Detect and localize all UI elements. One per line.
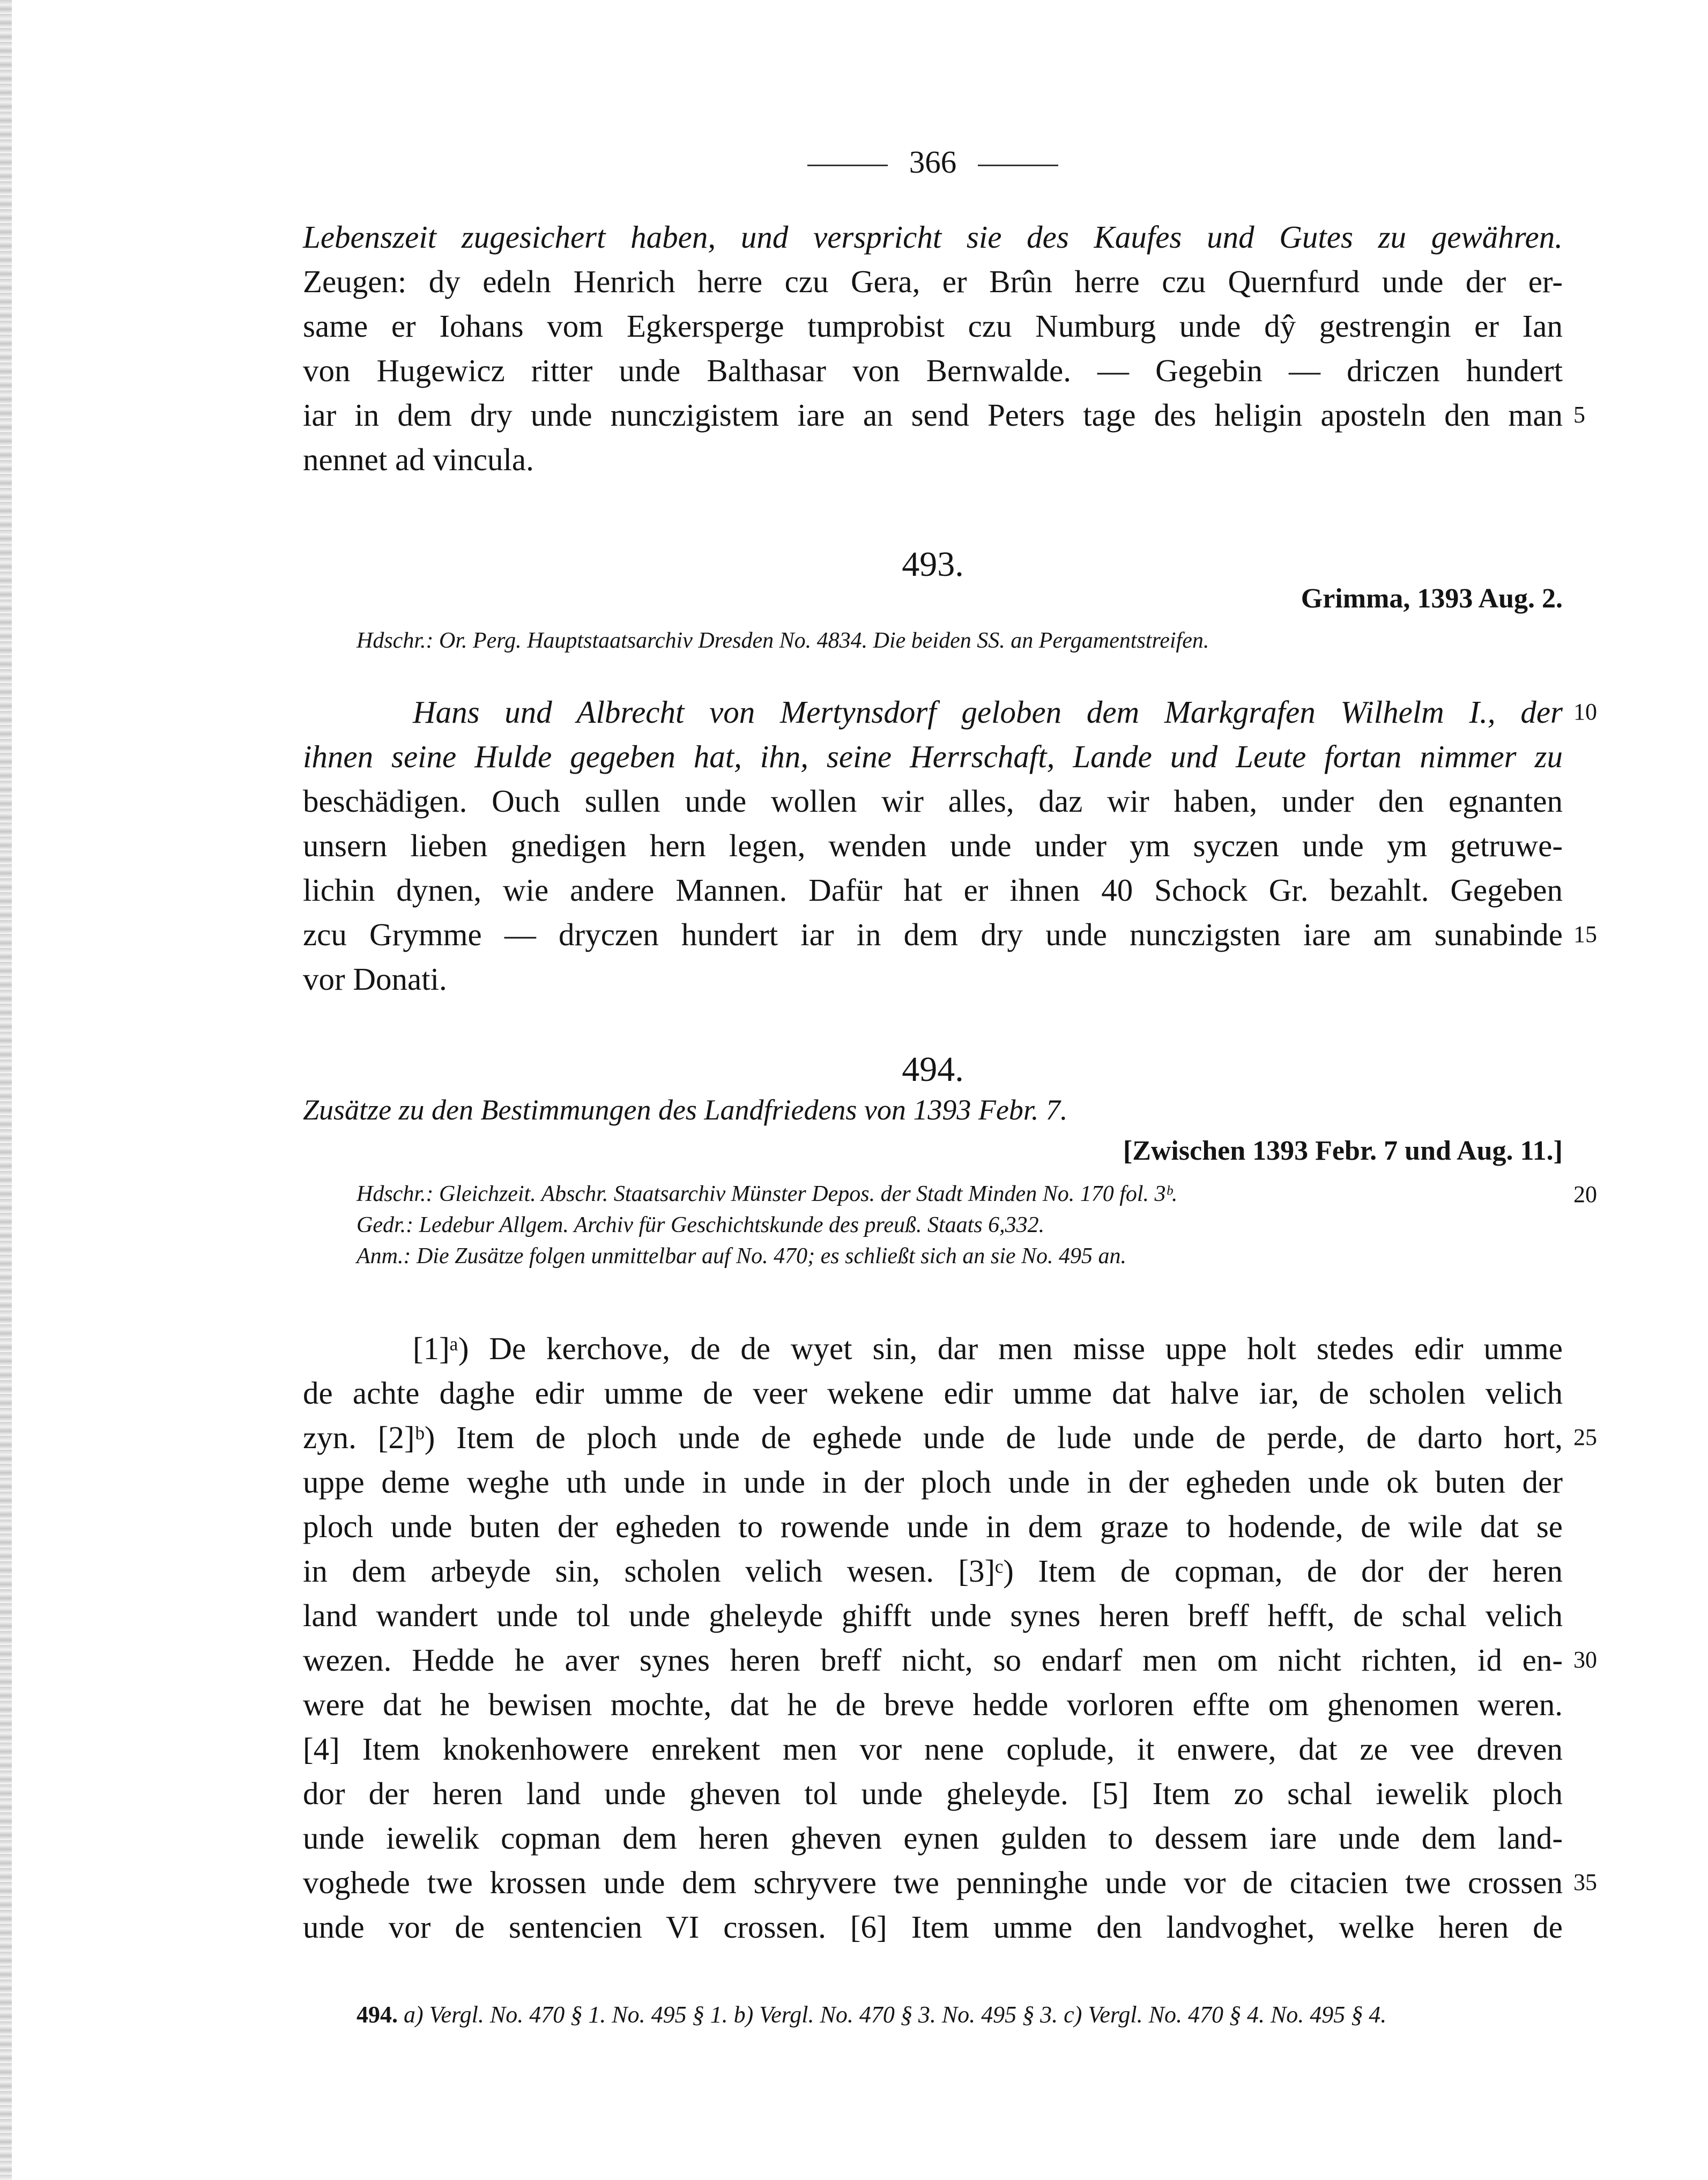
- text-line: beschädigen. Ouch sullen unde wollen wir alles, daz wir haben, under den egnanten: [303, 783, 1563, 819]
- text-line: Hans und Albrecht von Mertynsdorf geloben dem Markgrafen Wilhelm I., der: [413, 694, 1563, 730]
- text-line: Zeugen: dy edeln Henrich herre czu Gera, er Brûn herre czu Quernfurd unde der er-: [303, 264, 1563, 299]
- text-line: nennet ad vincula.: [303, 442, 534, 477]
- text-line: ihnen seine Hulde gegeben hat, ihn, seine Herrschaft, Lande und Leute fortan nimmer zu: [303, 739, 1563, 774]
- page-header: [303, 140, 1563, 183]
- text-line: uppe deme weghe uth unde in unde in der ploch unde in der egheden unde ok buten der: [303, 1464, 1563, 1500]
- text-line: wezen. Hedde he aver synes heren breff nicht, so endarf men om nicht richten, id en-: [303, 1642, 1563, 1678]
- text-line: land wandert unde tol unde gheleyde ghifft unde synes heren breff hefft, de schal velich: [303, 1598, 1563, 1633]
- header-rule-left: [807, 165, 888, 166]
- footnote-number: 494.: [357, 2001, 398, 2028]
- text-line: in dem arbeyde sin, scholen velich wesen. [3]ᶜ) Item de copman, de dor der heren: [303, 1553, 1563, 1589]
- line-number-margin: 15: [1573, 921, 1597, 947]
- text-line: zcu Grymme — dryczen hundert iar in dem dry unde nunczigsten iare am sunabinde: [303, 917, 1563, 952]
- document-source: Hdschr.: Or. Perg. Hauptstaatsarchiv Dresden No. 4834. Die beiden SS. an Pergamentstreifen.: [357, 628, 1209, 653]
- line-number-margin: 35: [1573, 1869, 1597, 1895]
- text-line: iar in dem dry unde nunczigistem iare an send Peters tage des heligin aposteln den man: [303, 397, 1563, 433]
- text-line: de achte daghe edir umme de veer wekene edir umme dat halve iar, de scholen velich: [303, 1375, 1563, 1411]
- page-number: 366: [909, 144, 957, 180]
- footnote-text: a) Vergl. No. 470 § 1. No. 495 § 1. b) Vergl. No. 470 § 3. No. 495 § 3. c) Vergl. No. 470 § 4. No. 495 § 4.: [404, 2001, 1387, 2028]
- document-number: 494.: [902, 1050, 964, 1089]
- text-line: ploch unde buten der egheden to rowende unde in dem graze to hodende, de wile dat se: [303, 1509, 1563, 1544]
- text-line: unsern lieben gnedigen hern legen, wenden unde under ym syczen unde ym getruwe-: [303, 828, 1563, 863]
- document-place-date: Grimma, 1393 Aug. 2.: [1301, 583, 1563, 614]
- text-line: [4] Item knokenhowere enrekent men vor nene coplude, it enwere, dat ze vee dreven: [303, 1731, 1563, 1767]
- header-rule-right: [978, 165, 1058, 166]
- text-line: were dat he bewisen mochte, dat he de breve hedde vorloren effte om ghenomen weren.: [303, 1687, 1563, 1722]
- document-number: 493.: [902, 545, 964, 584]
- line-number-margin: 25: [1573, 1424, 1597, 1450]
- document-source: Gedr.: Ledebur Allgem. Archiv für Geschichtskunde des preuß. Staats 6,332.: [357, 1213, 1045, 1237]
- line-number-margin: 30: [1573, 1647, 1597, 1673]
- text-line: voghede twe krossen unde dem schryvere twe penninghe unde vor de citacien twe crossen: [303, 1865, 1563, 1900]
- line-number-margin: 5: [1573, 402, 1585, 428]
- text-line: [1]ᵃ) De kerchove, de de wyet sin, dar men misse uppe holt stedes edir umme: [413, 1331, 1563, 1366]
- footnote: [357, 1999, 1590, 2031]
- text-line: zyn. [2]ᵇ) Item de ploch unde de eghede unde de lude unde de perde, de darto hort,: [303, 1420, 1563, 1455]
- text-line: Lebenszeit zugesichert haben, und verspricht sie des Kaufes und Gutes zu gewähren.: [303, 219, 1563, 255]
- scan-gutter: [0, 0, 12, 2180]
- document-date: [Zwischen 1393 Febr. 7 und Aug. 11.]: [1123, 1136, 1563, 1166]
- text-line: dor der heren land unde gheven tol unde gheleyde. [5] Item zo schal iewelik ploch: [303, 1776, 1563, 1811]
- text-line: vor Donati.: [303, 961, 447, 997]
- document-source: Anm.: Die Zusätze folgen unmittelbar auf No. 470; es schließt sich an sie No. 495 an.: [357, 1244, 1127, 1269]
- document-subject: Zusätze zu den Bestimmungen des Landfriedens von 1393 Febr. 7.: [303, 1094, 1068, 1126]
- text-line: same er Iohans vom Egkersperge tumprobist czu Numburg unde dŷ gestrengin er Ian: [303, 308, 1563, 344]
- line-number-margin: 10: [1573, 699, 1597, 725]
- line-number-margin: 20: [1573, 1181, 1597, 1207]
- document-source: Hdschr.: Gleichzeit. Abschr. Staatsarchiv Münster Depos. der Stadt Minden No. 170 fol. 3ᵇ.: [357, 1182, 1178, 1206]
- text-line: lichin dynen, wie andere Mannen. Dafür hat er ihnen 40 Schock Gr. bezahlt. Gegeben: [303, 872, 1563, 908]
- text-line: von Hugewicz ritter unde Balthasar von Bernwalde. — Gegebin — driczen hundert: [303, 353, 1563, 388]
- text-line: unde iewelik copman dem heren gheven eynen gulden to dessem iare unde dem land-: [303, 1820, 1563, 1856]
- text-line: unde vor de sentencien VI crossen. [6] Item umme den landvoghet, welke heren de: [303, 1909, 1563, 1945]
